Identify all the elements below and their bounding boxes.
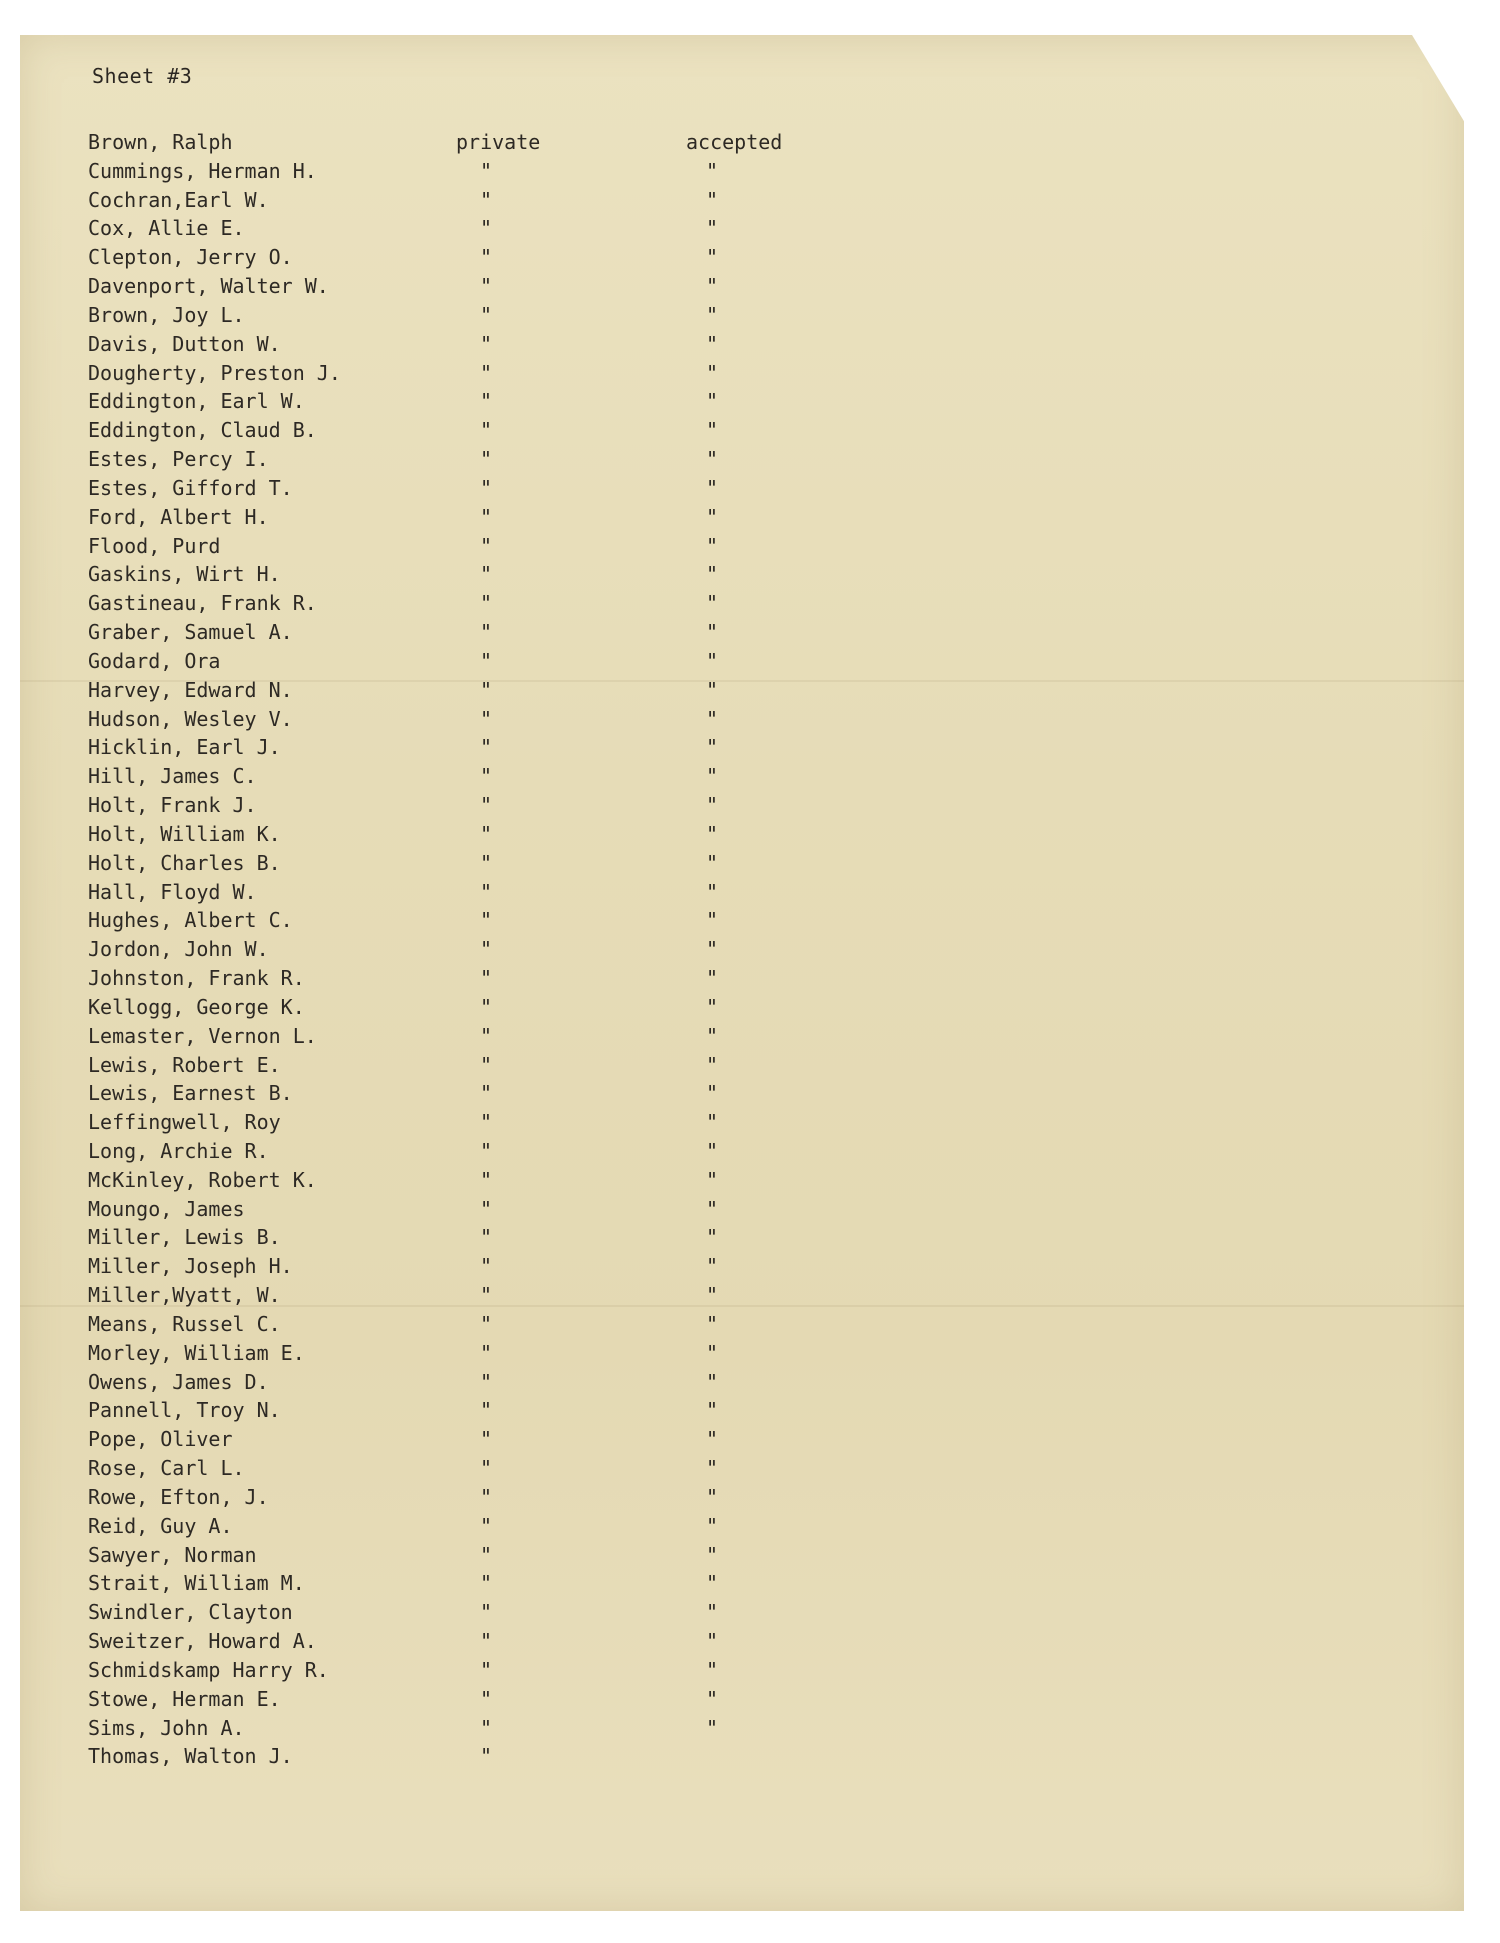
soldier-rank: ": [480, 187, 493, 212]
enlistment-status: ": [706, 648, 719, 673]
enlistment-status: ": [706, 793, 719, 818]
soldier-name: Sims, John A.: [88, 1715, 245, 1740]
enlistment-status: ": [706, 447, 719, 472]
soldier-rank: ": [480, 1138, 493, 1163]
soldier-rank: ": [480, 648, 493, 673]
soldier-rank: ": [480, 1110, 493, 1135]
soldier-rank: ": [480, 158, 493, 183]
roster-row: [88, 272, 908, 301]
soldier-rank: ": [480, 1196, 493, 1221]
soldier-name: Miller, Lewis B.: [88, 1225, 281, 1250]
soldier-rank: ": [480, 908, 493, 933]
enlistment-status: ": [706, 187, 719, 212]
soldier-name: Gaskins, Wirt H.: [88, 562, 281, 587]
soldier-name: Holt, William K.: [88, 821, 281, 846]
roster-row: [88, 1627, 908, 1656]
soldier-rank: ": [480, 1023, 493, 1048]
soldier-name: Schmidskamp Harry R.: [88, 1657, 329, 1682]
enlistment-status: ": [706, 302, 719, 327]
roster-row: [88, 1396, 908, 1425]
roster-row: [88, 733, 908, 762]
soldier-rank: ": [480, 475, 493, 500]
soldier-name: Graber, Samuel A.: [88, 620, 293, 645]
soldier-rank: ": [480, 1571, 493, 1596]
roster-row: [88, 128, 908, 157]
soldier-rank: ": [480, 1657, 493, 1682]
soldier-name: Swindler, Clayton: [88, 1600, 293, 1625]
roster-row: [88, 1079, 908, 1108]
soldier-name: Lewis, Earnest B.: [88, 1081, 293, 1106]
enlistment-status: ": [706, 677, 719, 702]
soldier-rank: ": [480, 331, 493, 356]
soldier-rank: ": [480, 1369, 493, 1394]
roster-row: [88, 993, 908, 1022]
enlistment-status: ": [706, 1456, 719, 1481]
soldier-rank: ": [480, 533, 493, 558]
roster-row: [88, 1281, 908, 1310]
soldier-rank: ": [480, 1081, 493, 1106]
soldier-name: Dougherty, Preston J.: [88, 360, 341, 385]
enlistment-status: ": [706, 245, 719, 270]
soldier-rank: ": [480, 1225, 493, 1250]
soldier-name: Holt, Charles B.: [88, 850, 281, 875]
soldier-name: Holt, Frank J.: [88, 793, 257, 818]
soldier-rank: ": [480, 1484, 493, 1509]
soldier-rank: ": [480, 591, 493, 616]
roster-row: [88, 878, 908, 907]
soldier-rank: ": [480, 994, 493, 1019]
soldier-name: Rowe, Efton, J.: [88, 1484, 269, 1509]
enlistment-status: ": [706, 1629, 719, 1654]
enlistment-status: ": [706, 1686, 719, 1711]
roster-row: [88, 1656, 908, 1685]
soldier-name: Morley, William E.: [88, 1340, 305, 1365]
roster-row: [88, 589, 908, 618]
roster-row: [88, 1425, 908, 1454]
enlistment-status: ": [706, 1023, 719, 1048]
soldier-name: Owens, James D.: [88, 1369, 269, 1394]
roster-row: [88, 906, 908, 935]
enlistment-status: ": [706, 1081, 719, 1106]
enlistment-status: ": [706, 591, 719, 616]
roster-row: [88, 647, 908, 676]
enlistment-status: ": [706, 1427, 719, 1452]
soldier-rank: ": [480, 1311, 493, 1336]
soldier-name: Lewis, Robert E.: [88, 1052, 281, 1077]
roster-row: [88, 532, 908, 561]
soldier-name: Hudson, Wesley V.: [88, 706, 293, 731]
roster-row: [88, 330, 908, 359]
roster-row: [88, 676, 908, 705]
enlistment-status: ": [706, 360, 719, 385]
soldier-name: Godard, Ora: [88, 648, 221, 673]
soldier-name: Pannell, Troy N.: [88, 1398, 281, 1423]
enlistment-status: ": [706, 1571, 719, 1596]
soldier-rank: ": [480, 1254, 493, 1279]
enlistment-status: ": [706, 1196, 719, 1221]
soldier-name: Jordon, John W.: [88, 937, 269, 962]
soldier-rank: ": [480, 1456, 493, 1481]
enlistment-status: ": [706, 1600, 719, 1625]
soldier-name: Eddington, Claud B.: [88, 418, 317, 443]
soldier-name: Hall, Floyd W.: [88, 879, 257, 904]
roster-row: [88, 1339, 908, 1368]
soldier-rank: ": [480, 1513, 493, 1538]
roster-row: [88, 1512, 908, 1541]
enlistment-status: ": [706, 1715, 719, 1740]
enlistment-status: ": [706, 1283, 719, 1308]
roster-row: [88, 560, 908, 589]
roster-row: [88, 1310, 908, 1339]
sheet-title: Sheet #3: [92, 64, 193, 88]
soldier-name: Johnston, Frank R.: [88, 966, 305, 991]
soldier-rank: ": [480, 1283, 493, 1308]
soldier-rank: ": [480, 706, 493, 731]
roster-row: [88, 1195, 908, 1224]
roster-list: [88, 128, 908, 1771]
enlistment-status: ": [706, 1052, 719, 1077]
soldier-name: Cochran,Earl W.: [88, 187, 269, 212]
enlistment-status: ": [706, 504, 719, 529]
enlistment-status: ": [706, 966, 719, 991]
soldier-name: Miller, Joseph H.: [88, 1254, 293, 1279]
soldier-name: Estes, Percy I.: [88, 447, 269, 472]
soldier-name: Cummings, Herman H.: [88, 158, 317, 183]
enlistment-status: ": [706, 418, 719, 443]
soldier-rank: ": [480, 562, 493, 587]
soldier-name: Hughes, Albert C.: [88, 908, 293, 933]
enlistment-status: [686, 1742, 866, 1771]
roster-row: [88, 445, 908, 474]
soldier-name: Sweitzer, Howard A.: [88, 1629, 317, 1654]
soldier-rank: ": [480, 274, 493, 299]
enlistment-status: ": [706, 1225, 719, 1250]
soldier-rank: ": [480, 1052, 493, 1077]
soldier-rank: ": [480, 302, 493, 327]
enlistment-status: ": [706, 1167, 719, 1192]
enlistment-status: ": [706, 331, 719, 356]
soldier-rank: ": [480, 937, 493, 962]
soldier-name: Ford, Albert H.: [88, 504, 269, 529]
soldier-name: Strait, William M.: [88, 1571, 305, 1596]
enlistment-status: ": [706, 274, 719, 299]
soldier-rank: ": [480, 418, 493, 443]
soldier-name: Brown, Joy L.: [88, 302, 245, 327]
roster-row: [88, 705, 908, 734]
soldier-name: Davis, Dutton W.: [88, 331, 281, 356]
soldier-rank: ": [480, 389, 493, 414]
soldier-rank: ": [480, 966, 493, 991]
roster-row: [88, 243, 908, 272]
roster-row: [88, 387, 908, 416]
enlistment-status: ": [706, 158, 719, 183]
roster-row: [88, 1022, 908, 1051]
soldier-name: Davenport, Walter W.: [88, 274, 329, 299]
enlistment-status: ": [706, 1138, 719, 1163]
soldier-rank: ": [480, 1427, 493, 1452]
roster-row: [88, 1714, 908, 1743]
enlistment-status: ": [706, 850, 719, 875]
soldier-name: Leffingwell, Roy: [88, 1110, 281, 1135]
soldier-rank: ": [480, 879, 493, 904]
enlistment-status: ": [706, 216, 719, 241]
roster-row: [88, 820, 908, 849]
soldier-rank: ": [480, 1600, 493, 1625]
enlistment-status: ": [706, 1254, 719, 1279]
enlistment-status: ": [706, 706, 719, 731]
enlistment-status: ": [706, 821, 719, 846]
soldier-rank: ": [480, 620, 493, 645]
roster-row: [88, 1598, 908, 1627]
soldier-name: Lemaster, Vernon L.: [88, 1023, 317, 1048]
roster-row: [88, 1454, 908, 1483]
soldier-rank: ": [480, 447, 493, 472]
enlistment-status: ": [706, 1398, 719, 1423]
enlistment-status: ": [706, 735, 719, 760]
soldier-name: Estes, Gifford T.: [88, 475, 293, 500]
roster-row: [88, 1252, 908, 1281]
soldier-name: Brown, Ralph: [88, 130, 233, 154]
soldier-name: Kellogg, George K.: [88, 994, 305, 1019]
soldier-name: Stowe, Herman E.: [88, 1686, 281, 1711]
soldier-name: Hill, James C.: [88, 764, 257, 789]
soldier-rank: ": [480, 360, 493, 385]
soldier-name: Moungo, James: [88, 1196, 245, 1221]
enlistment-status: ": [706, 1369, 719, 1394]
soldier-name: Reid, Guy A.: [88, 1513, 233, 1538]
soldier-name: McKinley, Robert K.: [88, 1167, 317, 1192]
soldier-name: Long, Archie R.: [88, 1138, 269, 1163]
enlistment-status: ": [706, 1110, 719, 1135]
soldier-rank: ": [480, 1542, 493, 1567]
soldier-rank: ": [480, 677, 493, 702]
enlistment-status: ": [706, 1542, 719, 1567]
enlistment-status: ": [706, 1340, 719, 1365]
soldier-name: Miller,Wyatt, W.: [88, 1283, 281, 1308]
enlistment-status: ": [706, 562, 719, 587]
soldier-name: Harvey, Edward N.: [88, 677, 293, 702]
roster-row: [88, 1483, 908, 1512]
soldier-name: Thomas, Walton J.: [88, 1744, 293, 1769]
enlistment-status: ": [706, 764, 719, 789]
enlistment-status: ": [706, 1657, 719, 1682]
roster-row: [88, 762, 908, 791]
soldier-rank: ": [480, 821, 493, 846]
soldier-name: Eddington, Earl W.: [88, 389, 305, 414]
soldier-name: Clepton, Jerry O.: [88, 245, 293, 270]
roster-row: [88, 301, 908, 330]
roster-row: [88, 935, 908, 964]
soldier-rank: ": [480, 1686, 493, 1711]
soldier-rank: ": [480, 504, 493, 529]
enlistment-status: ": [706, 879, 719, 904]
soldier-rank: ": [480, 245, 493, 270]
soldier-rank: ": [480, 216, 493, 241]
soldier-rank: private: [456, 130, 541, 154]
roster-row: [88, 964, 908, 993]
soldier-name: Gastineau, Frank R.: [88, 591, 317, 616]
roster-row: [88, 1223, 908, 1252]
roster-row: [88, 359, 908, 388]
enlistment-status: ": [706, 937, 719, 962]
soldier-rank: ": [480, 1744, 493, 1769]
roster-row: [88, 157, 908, 186]
roster-row: [88, 186, 908, 215]
enlistment-status: ": [706, 908, 719, 933]
roster-row: [88, 618, 908, 647]
soldier-rank: ": [480, 793, 493, 818]
enlistment-status: ": [706, 389, 719, 414]
soldier-name: Rose, Carl L.: [88, 1456, 245, 1481]
soldier-rank: ": [480, 1340, 493, 1365]
roster-row: [88, 1137, 908, 1166]
roster-row: [88, 474, 908, 503]
enlistment-status: ": [706, 620, 719, 645]
roster-row: [88, 1368, 908, 1397]
soldier-name: Means, Russel C.: [88, 1311, 281, 1336]
roster-row: [88, 1685, 908, 1714]
soldier-name: Pope, Oliver: [88, 1427, 233, 1452]
roster-row: [88, 214, 908, 243]
enlistment-status: ": [706, 475, 719, 500]
soldier-rank: ": [480, 764, 493, 789]
roster-row: [88, 1166, 908, 1195]
soldier-name: Hicklin, Earl J.: [88, 735, 281, 760]
roster-row: [88, 849, 908, 878]
soldier-rank: ": [480, 1398, 493, 1423]
enlistment-status: ": [706, 994, 719, 1019]
roster-row: [88, 503, 908, 532]
soldier-rank: ": [480, 1167, 493, 1192]
enlistment-status: ": [706, 1311, 719, 1336]
roster-row: [88, 1051, 908, 1080]
soldier-rank: ": [480, 1715, 493, 1740]
enlistment-status: ": [706, 533, 719, 558]
soldier-rank: ": [480, 735, 493, 760]
soldier-name: Cox, Allie E.: [88, 216, 245, 241]
soldier-name: Flood, Purd: [88, 533, 221, 558]
soldier-rank: ": [480, 850, 493, 875]
roster-row: [88, 1569, 908, 1598]
roster-row: [88, 1108, 908, 1137]
enlistment-status: accepted: [686, 130, 783, 154]
roster-row: [88, 791, 908, 820]
enlistment-status: ": [706, 1484, 719, 1509]
soldier-name: Sawyer, Norman: [88, 1542, 257, 1567]
roster-row: [88, 1541, 908, 1570]
soldier-rank: ": [480, 1629, 493, 1654]
roster-row: [88, 1742, 908, 1771]
enlistment-status: ": [706, 1513, 719, 1538]
roster-row: [88, 416, 908, 445]
